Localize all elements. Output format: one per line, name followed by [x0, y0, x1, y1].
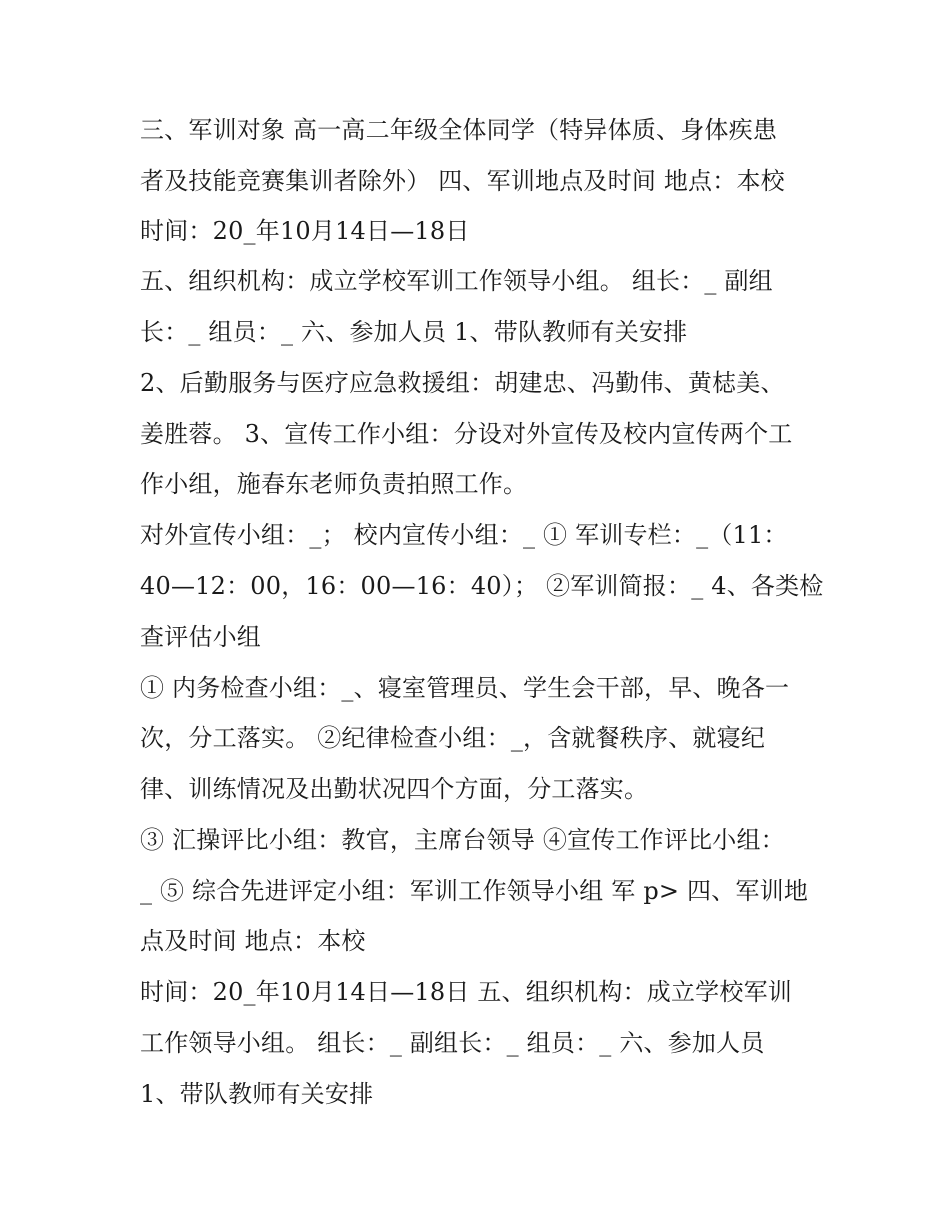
- text-line: 长：_ 组员：_ 六、参加人员 1、带队教师有关安排: [140, 318, 688, 346]
- text-line: 时间：20_年10月14日—18日: [140, 217, 470, 245]
- text-line: 三、军训对象 高一高二年级全体同学（特异体质、身体疾患: [140, 116, 778, 144]
- text-line: 40—12：00，16：00—16：40）； ②军训简报：_ 4、各类检: [140, 572, 824, 600]
- text-line: 点及时间 地点：本校: [140, 927, 366, 955]
- text-line: 查评估小组: [140, 623, 261, 651]
- text-line: 对外宣传小组：_； 校内宣传小组：_ ① 军训专栏：_（11：: [140, 521, 788, 549]
- text-line: _ ⑤ 综合先进评定小组：军训工作领导小组 军 p> 四、军训地: [140, 877, 809, 905]
- text-line: 五、组织机构：成立学校军训工作领导小组。 组长：_ 副组: [140, 267, 773, 295]
- text-line: 者及技能竞赛集训者除外） 四、军训地点及时间 地点：本校: [140, 167, 785, 195]
- text-line: ③ 汇操评比小组：教官，主席台领导 ④宣传工作评比小组：: [140, 826, 785, 854]
- text-line: 工作领导小组。 组长：_ 副组长：_ 组员：_ 六、参加人员: [140, 1029, 765, 1057]
- text-line: 时间：20_年10月14日—18日 五、组织机构：成立学校军训: [140, 978, 792, 1006]
- text-line: 2、后勤服务与医疗应急救援组：胡建忠、冯勤伟、黄梽美、: [140, 369, 785, 397]
- text-line: 姜胜蓉。 3、宣传工作小组：分设对外宣传及校内宣传两个工: [140, 420, 793, 448]
- text-line: 1、带队教师有关安排: [140, 1080, 374, 1108]
- text-line: 次，分工落实。 ②纪律检查小组：_，含就餐秩序、就寝纪: [140, 724, 766, 752]
- text-line: 律、训练情况及出勤状况四个方面，分工落实。: [140, 775, 649, 803]
- text-line: ① 内务检查小组：_、寝室管理员、学生会干部，早、晚各一: [140, 674, 790, 702]
- text-line: 作小组，施春东老师负责拍照工作。: [140, 470, 528, 498]
